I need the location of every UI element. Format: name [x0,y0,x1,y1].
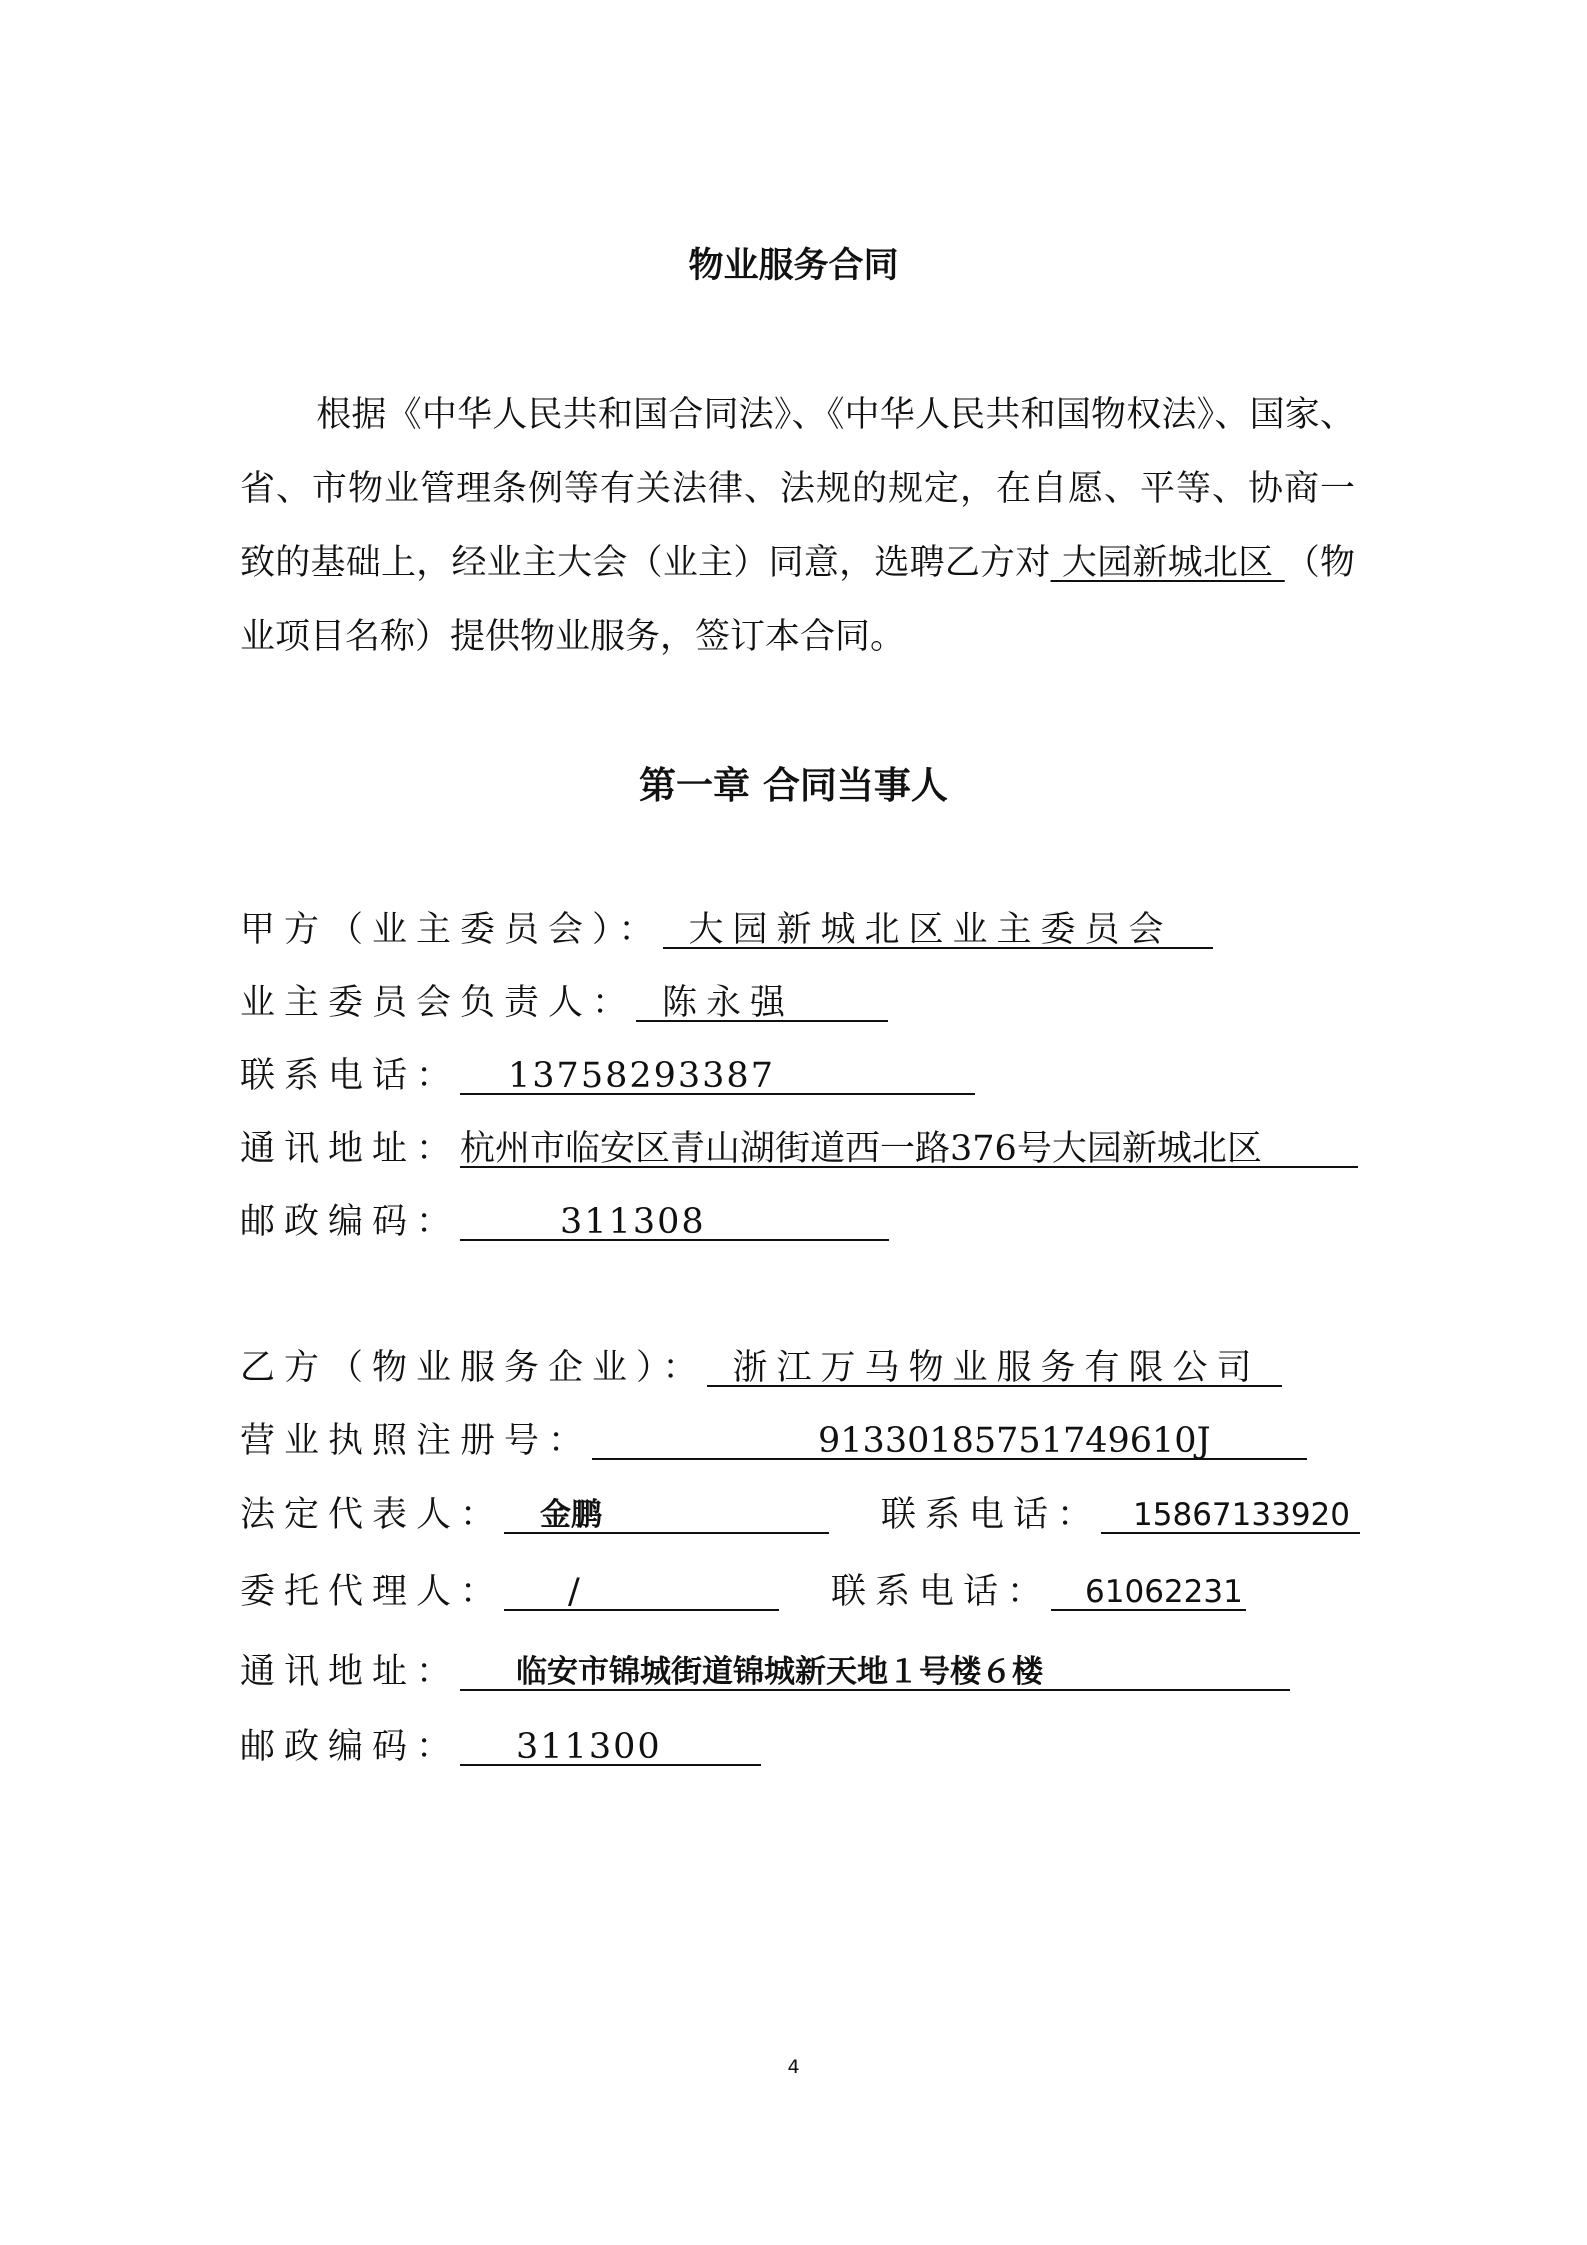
party-a-address-value: 杭州市临安区青山湖街道西一路376号大园新城北区 [460,1124,1358,1168]
party-a-row [240,905,1213,955]
party-b-legal-rep-label: 法定代表人： [240,1495,505,1535]
party-a-phone-row [240,1051,975,1101]
chapter-title: 第一章 合同当事人 [639,764,948,807]
intro-text-before: 根据《中华人民共和国合同法》、《中华人民共和国物权法》、国家、省、市物业管理条例等有关法律、法规的规定，在自愿、平等、协商一致的基础上，经业主大会（业主）同意，选聘乙方对 [240,395,1355,583]
party-b-agent-row [240,1567,1246,1617]
party-b-agent-label: 委托代理人： [240,1572,505,1612]
party-b-address-row [240,1647,1290,1697]
party-b-legal-rep-value: 金鹏 [504,1490,829,1534]
party-a-address-label: 通讯地址： [240,1129,461,1169]
party-b-postcode-value: 311300 [460,1722,761,1766]
party-a-postcode-label: 邮政编码： [240,1202,461,1242]
party-b-agent-phone-label: 联系电话： [831,1572,1052,1612]
party-b-postcode-row [240,1722,761,1772]
party-a-leader-label: 业主委员会负责人： [240,983,637,1023]
party-a-label: 甲方（业主委员会）： [240,910,663,950]
party-a-postcode-row [240,1197,889,1247]
party-b-label: 乙方（物业服务企业）： [240,1348,707,1388]
party-b-address-label: 通讯地址： [240,1652,461,1692]
party-a-address-row [240,1124,1358,1174]
party-a-phone-label: 联系电话： [240,1056,461,1096]
party-b-license-row [240,1416,1307,1466]
page-number: 4 [787,2056,800,2078]
party-b-legal-rep-row [240,1490,1360,1540]
party-b-legal-rep-phone-label: 联系电话： [881,1495,1102,1535]
party-a-postcode-value: 311308 [460,1197,889,1241]
intro-project-name: 大园新城北区 [1050,543,1285,583]
party-b-postcode-label: 邮政编码： [240,1727,461,1767]
party-a-leader-value: 陈永强 [636,978,888,1022]
party-a-leader-row [240,978,888,1028]
party-a-value: 大园新城北区业主委员会 [663,905,1213,949]
document-title: 物业服务合同 [688,246,899,286]
party-b-value: 浙江万马物业服务有限公司 [707,1343,1282,1387]
party-b-address-value: 临安市锦城街道锦城新天地１号楼６楼 [460,1647,1290,1691]
party-a-phone-value: 13758293387 [460,1051,975,1095]
party-b-agent-value: / [504,1567,779,1611]
party-b-legal-rep-phone-value: 15867133920 [1101,1490,1360,1534]
party-b-license-value: 91330185751749610J [592,1416,1307,1460]
intro-text-after: （物业项目名称）提供物业服务，签订本合同。 [240,543,1355,657]
party-b-row [240,1343,1282,1393]
intro-paragraph [240,378,1355,674]
party-b-license-label: 营业执照注册号： [240,1421,593,1461]
party-b-agent-phone-value: 61062231 [1051,1567,1246,1611]
